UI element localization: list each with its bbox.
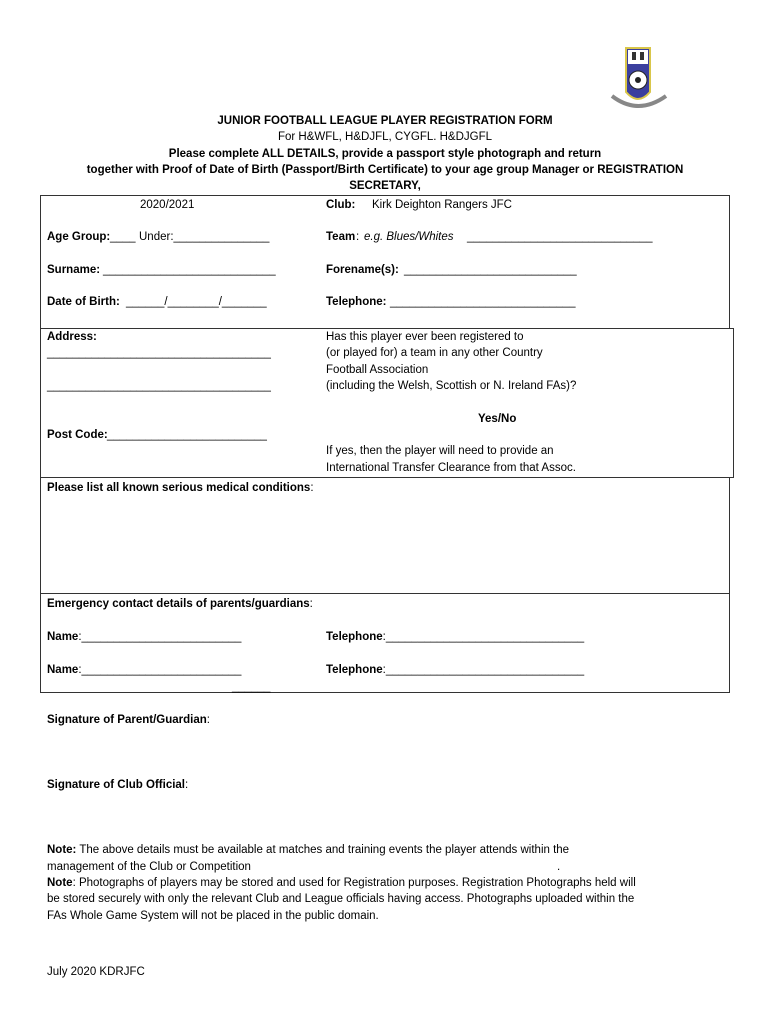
address-line-1[interactable]: ___________________________________ <box>47 347 271 359</box>
question-line-2: (or played for) a team in any other Country <box>326 347 543 359</box>
forename-field[interactable]: ___________________________ <box>404 264 577 276</box>
telephone-field[interactable]: _____________________________ <box>390 296 576 308</box>
club-value: Kirk Deighton Rangers JFC <box>372 199 512 211</box>
emergency-label: Emergency contact details of parents/guardians: <box>47 598 313 610</box>
club-crest-logo <box>606 44 686 116</box>
telephone-label: Telephone: <box>326 296 387 308</box>
official-signature-label: Signature of Club Official: <box>47 779 189 791</box>
form-title: JUNIOR FOOTBALL LEAGUE PLAYER REGISTRATION FORM <box>217 115 553 127</box>
yes-no-option[interactable]: Yes/No <box>478 413 517 425</box>
season-text: 2020/2021 <box>140 199 195 211</box>
address-line-2[interactable]: ___________________________________ <box>47 380 271 392</box>
note-1-line-2: management of the Club or Competition <box>47 861 251 873</box>
postcode-field[interactable]: _________________________ <box>107 429 267 441</box>
age-group-field[interactable]: ____ <box>110 231 136 243</box>
address-label: Address: <box>47 331 97 343</box>
emergency-name-2[interactable]: Name:_________________________ <box>47 664 242 676</box>
emergency-name-1[interactable]: Name:_________________________ <box>47 631 242 643</box>
question-line-4: (including the Welsh, Scottish or N. Ireland FAs)? <box>326 380 577 392</box>
form-subtitle: For H&WFL, H&DJFL, CYGFL. H&DJGFL <box>277 131 493 143</box>
note-2-line-1: Note: Photographs of players may be stored and used for Registration purposes. Registration Photographs held will <box>47 877 636 889</box>
transfer-line-2: International Transfer Clearance from that Assoc. <box>326 462 576 474</box>
medical-box[interactable] <box>40 477 730 594</box>
postcode-label: Post Code: <box>47 429 108 441</box>
under-field[interactable]: Under:_______________ <box>139 231 270 243</box>
team-colon: : <box>356 231 360 243</box>
team-field[interactable]: _____________________________ <box>467 231 653 243</box>
emergency-extra-blank[interactable]: ______ <box>232 681 271 693</box>
team-label: Team <box>326 231 356 243</box>
player-details-box <box>40 195 730 329</box>
instruction-line-1: Please complete ALL DETAILS, provide a passport style photograph and return <box>168 148 602 160</box>
instruction-line-3: SECRETARY, <box>349 180 421 192</box>
note-1-dot: . <box>557 861 561 873</box>
note-2-line-3: FAs Whole Game System will not be placed in the public domain. <box>47 910 379 922</box>
medical-label: Please list all known serious medical conditions: <box>47 482 314 494</box>
instruction-line-2: together with Proof of Date of Birth (Passport/Birth Certificate) to your age group Manager or REGISTRATION <box>86 164 684 176</box>
surname-field[interactable]: ___________________________ <box>103 264 276 276</box>
transfer-line-1: If yes, then the player will need to provide an <box>326 445 554 457</box>
age-group-label: Age Group: <box>47 231 111 243</box>
note-1-line-1: Note: The above details must be available at matches and training events the player attends within the <box>47 844 570 856</box>
question-line-3: Football Association <box>326 364 429 376</box>
parent-signature-label: Signature of Parent/Guardian: <box>47 714 210 726</box>
surname-label: Surname: <box>47 264 101 276</box>
forename-label: Forename(s): <box>326 264 399 276</box>
question-line-1: Has this player ever been registered to <box>326 331 524 343</box>
dob-label: Date of Birth: <box>47 296 120 308</box>
emergency-telephone-1[interactable]: Telephone:_______________________________ <box>326 631 585 643</box>
dob-field[interactable]: ______/________/_______ <box>126 296 267 308</box>
team-example: e.g. Blues/Whites <box>364 231 454 243</box>
club-label: Club: <box>326 199 356 211</box>
footer-text: July 2020 KDRJFC <box>47 966 145 978</box>
emergency-telephone-2[interactable]: Telephone:_______________________________ <box>326 664 585 676</box>
note-2-line-2: be stored securely with only the relevant Club and League officials having access. Photographs uploaded within the <box>47 893 635 905</box>
